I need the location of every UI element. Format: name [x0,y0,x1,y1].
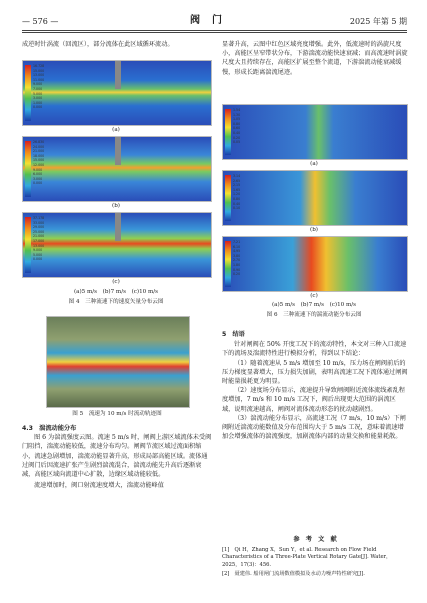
paragraph: 针对闸阀在 50% 开度工况下的流动特性，本文对三种入口流速下的流场及湍流特性进行模拟分析，得到以下结论： [222,341,407,358]
references-title: 参 考 文 献 [293,536,337,543]
tke-contour-c [222,236,408,292]
legend-ticks: 3.14 2.65 2.15 1.65 1.20 0.80 0.40 0.10 [233,174,241,211]
page-number: — 576 — [22,17,59,26]
panel-label-b: (b) [112,203,120,209]
paragraph: （2）速度场分布显示，流速提升导致闸阀附近流体流线紊乱程度增加，7 m/s 和 10 m/s 工况下，阀后出现更大范围的涡流区域，说明流速越高，闸阀对流体流动形态的扰动越剧烈。 [222,387,405,413]
figure-6 [222,104,408,324]
figure-4-subcaption: (a)5 m/s (b)7 m/s (c)10 m/s [73,289,159,295]
legend-ticks: 26.830 24.000 21.000 18.000 15.000 12.000 9.000 6.000 3.000 0.000 [33,140,45,186]
color-legend [25,141,31,197]
tke-contour-b [222,170,408,226]
journal-title: 阀 门 [190,15,223,26]
velocity-contour-b [22,136,212,202]
figure-6-subcaption: (a)5 m/s (b)7 m/s (c)10 m/s [271,302,357,308]
paragraph: 流速增加时，阀口射流速度增大，湍流动能峰值 [34,482,164,490]
references [222,534,408,579]
figure-5-caption: 图 5 流速为 10 m/s 时流动轨迹图 [72,411,162,417]
flow-trajectory-image [46,316,190,408]
color-legend [225,241,231,287]
panel-label-b: (b) [310,227,318,233]
legend-ticks: 1.54 1.30 1.05 0.80 0.60 0.40 0.20 0.05 [233,108,241,145]
section-title: 5 结语 [222,331,245,338]
right-continuation: 显著升高，云图中红色区域亮度增强。此外，低流速时的涡旋尺度小，高能区呈窄带状分布，下游湍流动能快速衰减；而高流速时涡旋尺度大且持续存在，高能区扩展至整个流道，下游湍流动能衰减缓慢，形成长距离湍流尾迹。 [222,41,408,76]
velocity-contour-a [22,60,212,126]
paragraph: （3）湍流动能分布显示，高流速工况（7 m/s，10 m/s）下闸阀附近湍流动能数值及分布范围均大于 5 m/s 工况，意味着流速增加会增强流体的湍流强度，加剧流体内部的动量交换和能量耗散。 [222,414,406,441]
panel-label-c: (c) [310,293,318,299]
reference-item: [2] 聂建伟. 船用闸门流场数值模拟及水动力噪声特性研究[J]. [222,571,365,578]
figure-4-caption: 图 4 三种流速下的速度矢量分布云图 [68,299,164,305]
gate-plate [115,137,121,165]
section-title: 4.3 湍流动能分布 [22,425,77,432]
header-rule-2 [22,32,407,33]
section-4-3 [22,424,212,490]
panel-label-c: (c) [112,279,120,285]
velocity-contour-c [22,212,212,278]
header-rule [22,30,407,31]
gate-plate [115,213,121,241]
legend-ticks: 37.178 33.000 29.000 25.000 21.000 17.000 13.000 9.000 5.000 0.000 [33,216,45,262]
paragraph: （1）随着流速从 5 m/s 增加至 10 m/s，压力场在闸阀前后的压力梯度显著增大，压力损失加剧，表明高流速工况下流体通过闸阀时能量损耗更为明显。 [222,359,408,386]
gate-plate [115,61,121,89]
color-legend [25,217,31,273]
paragraph: 图 6 为湍流强度云图。流速 5 m/s 时，闸阀上游区域流体未受阀门阻挡，湍流动能较低，流速分布均匀。闸阀节流区域过流面积缩小，流速急剧增加，湍流动能显著升高，形成局部高能区域。流体通过阀门后因流速扩张产生剧烈湍流混合，湍流动能先升高后逐渐衰减，高能区域向流道中心扩散，边缘区域动能较低。 [22,434,212,479]
color-legend [25,65,31,121]
left-intro: 成逆时针涡流（回流区），部分流体在此区域循环流动。 [22,41,174,48]
issue-label: 2025 年第 5 期 [349,17,407,26]
legend-ticks: 16.728 15.000 13.000 11.000 9.000 7.000 5.000 3.000 1.000 0.000 [33,64,45,110]
legend-ticks: 7.21 6.10 4.95 3.80 2.70 1.80 0.90 0.20 [233,240,241,277]
tke-contour-a [222,104,408,160]
reference-item: [1] Qi H，Zhang X，Sun Y，et al. Research on Flow Field Characteristics of a Three-Plate Vertical Rotary Gate[J]. Water，2025，17(3)：456. [222,547,392,568]
figure-6-caption: 图 6 三种流速下的湍流动能分布云图 [266,312,362,318]
figure-4 [22,60,212,360]
panel-label-a: (a) [310,161,318,167]
color-legend [225,175,231,221]
section-5 [222,330,408,441]
color-legend [225,109,231,155]
panel-label-a: (a) [112,127,120,133]
